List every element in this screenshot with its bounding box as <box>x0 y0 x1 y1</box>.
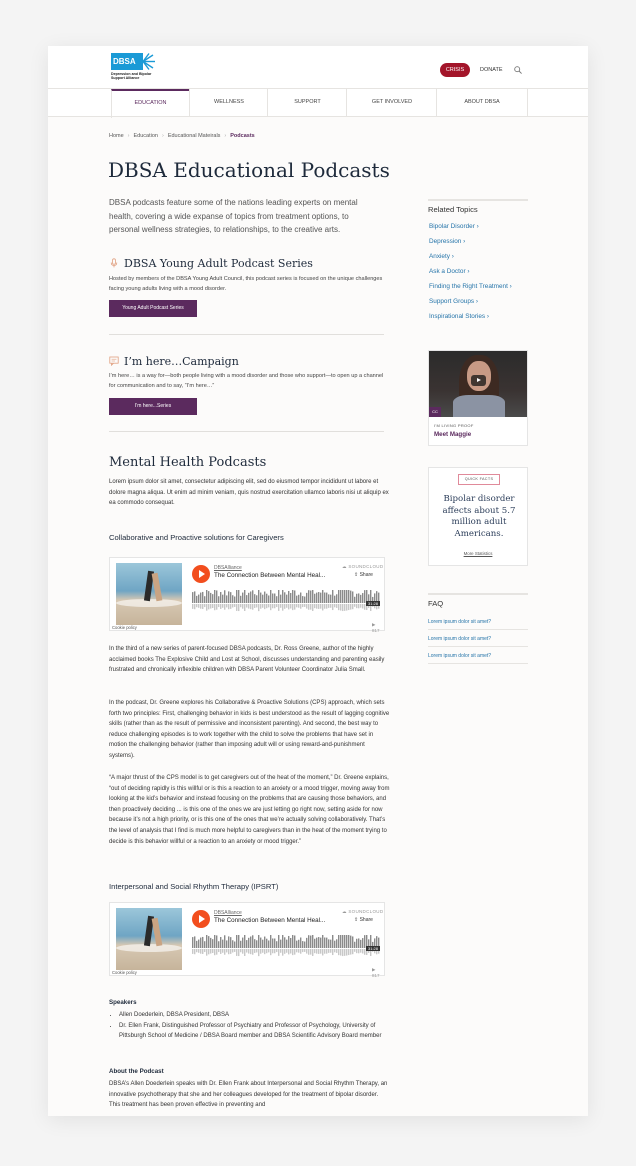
breadcrumb-home[interactable]: Home <box>109 133 124 139</box>
more-statistics-link[interactable]: More Statistics <box>463 551 493 556</box>
chevron-right-icon: › <box>127 133 130 139</box>
soundcloud-icon: ☁ <box>342 909 349 914</box>
podcast-artwork <box>116 908 182 970</box>
related-link-ask-doctor[interactable]: Ask a Doctor › <box>429 268 470 275</box>
series2-title: I’m here…Campaign <box>124 355 239 368</box>
video-title[interactable]: Meet Maggie <box>434 431 472 438</box>
soundcloud-player <box>109 557 385 631</box>
video-thumbnail <box>429 351 527 417</box>
site-header <box>48 46 588 89</box>
breadcrumb-materials[interactable]: Educational Mateirals <box>167 133 221 139</box>
podcast2-heading: Interpersonal and Social Rhythm Therapy (IPSRT) <box>109 882 279 891</box>
video-label: I'M LIVING PROOF <box>434 423 474 428</box>
waveform[interactable] <box>192 590 380 612</box>
living-proof-video-card[interactable] <box>428 350 528 446</box>
player-track-title[interactable]: The Connection Between Mental Heal... <box>214 917 326 924</box>
search-icon[interactable] <box>514 66 522 74</box>
list-item: • Dr. Ellen Frank, Distinguished Professor of Psychiatry and Professor of Psychology, University of Pittsburgh School of Medicine / DBSA Board member and DBSA Scientific Advisory Board member <box>119 1021 401 1042</box>
logo-burst-icon <box>140 53 156 70</box>
dbsa-logo[interactable] <box>111 53 159 83</box>
series1-heading <box>109 257 313 270</box>
share-label: Share <box>359 917 373 923</box>
nav-get-involved[interactable]: GET INVOLVED <box>346 89 437 116</box>
nav-about-dbsa[interactable]: ABOUT DBSA <box>436 89 528 116</box>
sidebar-divider <box>428 593 528 595</box>
nav-education[interactable]: EDUCATION <box>111 89 189 118</box>
cookie-policy-link[interactable]: Cookie policy <box>112 625 137 630</box>
series2-text: I’m here… is a way for—both people living with a mood disorder and those who support—to open up a channel for communication and to say, “I’m here…” <box>109 373 384 389</box>
podcast1-paragraph-3: “A major thrust of the CPS model is to get caregivers out of the heat of the moment,” Dr. Greene explains, “out of deciding rapidly is this willful or is this a reaction to an anxiety or a mood trigger, moving away from looking at the kid’s behavior and instead focusing on the problems that are causing those behaviors, and then proactively deciding ... is this one of the ones we are just letting go right now, setting aside for now because it’s not a high priority, or is this one of the ones that we’re actually solving collaboratively. That’s the level of analysis that I find is much more helpful to caregivers than in the heat of the moment trying to decide is this behavior willful or a reaction to an anxiety or mood trigger.” <box>109 775 390 845</box>
page-title: DBSA Educational Podcasts <box>108 158 390 182</box>
speakers-label: Speakers <box>109 999 137 1006</box>
soundcloud-label: SOUNDCLOUD <box>348 564 384 569</box>
quick-facts-badge: QUICK FACTS <box>458 474 500 485</box>
page-card <box>48 46 588 1116</box>
series1-text: Hosted by members of the DBSA Young Adult Council, this podcast series is focused on the unique challenges facing young adults living with a mood disorder. <box>109 276 383 292</box>
play-button[interactable] <box>192 910 210 928</box>
breadcrumb <box>109 133 255 139</box>
closed-caption-icon: CC <box>429 407 441 417</box>
related-link-bipolar[interactable]: Bipolar Disorder › <box>429 223 479 230</box>
player-track-title[interactable]: The Connection Between Mental Heal... <box>214 572 326 579</box>
im-here-series-button[interactable]: I’m here...Series <box>109 398 197 415</box>
soundcloud-player <box>109 902 385 976</box>
soundcloud-brand[interactable] <box>342 564 383 570</box>
mental-health-intro: Lorem ipsum dolor sit amet, consectetur adipiscing elit, sed do eiusmod tempor incididunt ut labore et dolore magna aliqua. Ut enim ad minim veniam, quis nostrud exercitation ullamco laboris nisi ut aliquip ex ea commodo consequat. <box>109 479 389 507</box>
track-duration: 31:28 <box>368 601 379 606</box>
sidebar-divider <box>428 199 528 201</box>
microphone-icon <box>109 258 119 268</box>
divider <box>109 334 384 335</box>
faq-link[interactable]: Lorem ipsum dolor sit amet? <box>428 653 528 664</box>
soundcloud-label: SOUNDCLOUD <box>348 909 384 914</box>
related-link-stories[interactable]: Inspirational Stories › <box>429 313 490 320</box>
faq-link[interactable]: Lorem ipsum dolor sit amet? <box>428 619 528 630</box>
podcast1-heading: Collaborative and Proactive solutions for Caregivers <box>109 533 284 542</box>
faq-title: FAQ <box>428 599 444 608</box>
main-nav <box>48 89 588 117</box>
breadcrumb-current: Podcasts <box>230 133 255 139</box>
series2-heading <box>109 355 239 368</box>
chat-bubble-icon <box>109 356 119 366</box>
waveform[interactable] <box>192 935 380 957</box>
quick-fact-text: Bipolar disorder affects about 5.7 million adult Americans. <box>442 494 516 539</box>
share-label: Share <box>359 572 373 578</box>
player-user-link[interactable]: DBSAlliance <box>214 910 242 916</box>
player-user-link[interactable]: DBSAlliance <box>214 565 242 571</box>
share-icon: ⇪ <box>354 917 360 923</box>
about-podcast-label: About the Podcast <box>109 1068 164 1075</box>
share-button[interactable] <box>354 917 373 923</box>
logo-mark: DBSA <box>111 53 143 70</box>
chevron-right-icon: › <box>161 133 164 139</box>
video-play-icon[interactable] <box>471 375 486 386</box>
page-intro: DBSA podcasts feature some of the nations leading experts on mental health, covering a wide expanse of topics from treatment options, to personal wellness strategies, to relationships, to the creative arts. <box>109 198 358 234</box>
podcast1-paragraph-1: In the third of a new series of parent-focused DBSA podcasts, Dr. Ross Greene, author of the highly acclaimed books The Explosive Child and Lost at School, discusses understanding and parenting easily frustrated and chronically inflexible children with DBSA Parent Volunteer Coordinator Julia Small. <box>109 646 385 674</box>
mental-health-heading: Mental Health Podcasts <box>109 455 267 470</box>
share-icon: ⇪ <box>354 572 360 578</box>
podcast-artwork <box>116 563 182 625</box>
soundcloud-brand[interactable] <box>342 909 383 915</box>
series1-title: DBSA Young Adult Podcast Series <box>124 257 313 270</box>
breadcrumb-education[interactable]: Education <box>133 133 158 139</box>
soundcloud-icon: ☁ <box>342 564 349 569</box>
donate-link[interactable]: DONATE <box>480 67 503 73</box>
track-duration: 31:28 <box>368 946 379 951</box>
share-button[interactable] <box>354 572 373 578</box>
related-link-treatment[interactable]: Finding the Right Treatment › <box>429 283 512 290</box>
nav-wellness[interactable]: WELLNESS <box>189 89 268 116</box>
about-podcast-text: DBSA’s Allen Doederlein speaks with Dr. Ellen Frank about Interpersonal and Social Rhythm Therapy, an innovative psychotherapy that she and her colleagues developed for the treatment of bipolar disorder. This treatment has been proven effective in preventing and <box>109 1081 388 1109</box>
play-count: ▶ 817 <box>372 967 380 978</box>
logo-tagline: Depression and Bipolar Support Alliance <box>111 72 152 80</box>
related-topics-title: Related Topics <box>428 205 478 214</box>
cookie-policy-link[interactable]: Cookie policy <box>112 970 137 975</box>
young-adult-series-button[interactable]: Young Adult Podcast Series <box>109 300 197 317</box>
list-item: • Allen Doederlein, DBSA President, DBSA <box>119 1010 401 1021</box>
crisis-button[interactable]: CRISIS <box>440 63 470 77</box>
play-count: ▶ 817 <box>372 622 380 633</box>
podcast1-paragraph-2: In the podcast, Dr. Greene explores his Collaborative & Proactive Solutions (CPS) approach, which sets forth two principles: First, challenging behavior in kids is best understood as the result of lagging cognitive skills (rather than as the result of permissive and inconsistent parenting). And second, the best way to reduce challenging episodes is to work together with the child to solve the problems that have set in motion the challenging behavior (rather than imposing adult will or using reward-and-punishment systems). <box>109 700 390 759</box>
related-link-support-groups[interactable]: Support Groups › <box>429 298 479 305</box>
nav-support[interactable]: SUPPORT <box>267 89 347 116</box>
related-link-depression[interactable]: Depression › <box>429 238 466 245</box>
related-link-anxiety[interactable]: Anxiety › <box>429 253 454 260</box>
quick-facts-card <box>428 467 528 566</box>
divider <box>109 431 384 432</box>
speakers-list <box>109 1010 401 1042</box>
chevron-right-icon: › <box>224 133 227 139</box>
faq-link[interactable]: Lorem ipsum dolor sit amet? <box>428 636 528 647</box>
play-button[interactable] <box>192 565 210 583</box>
